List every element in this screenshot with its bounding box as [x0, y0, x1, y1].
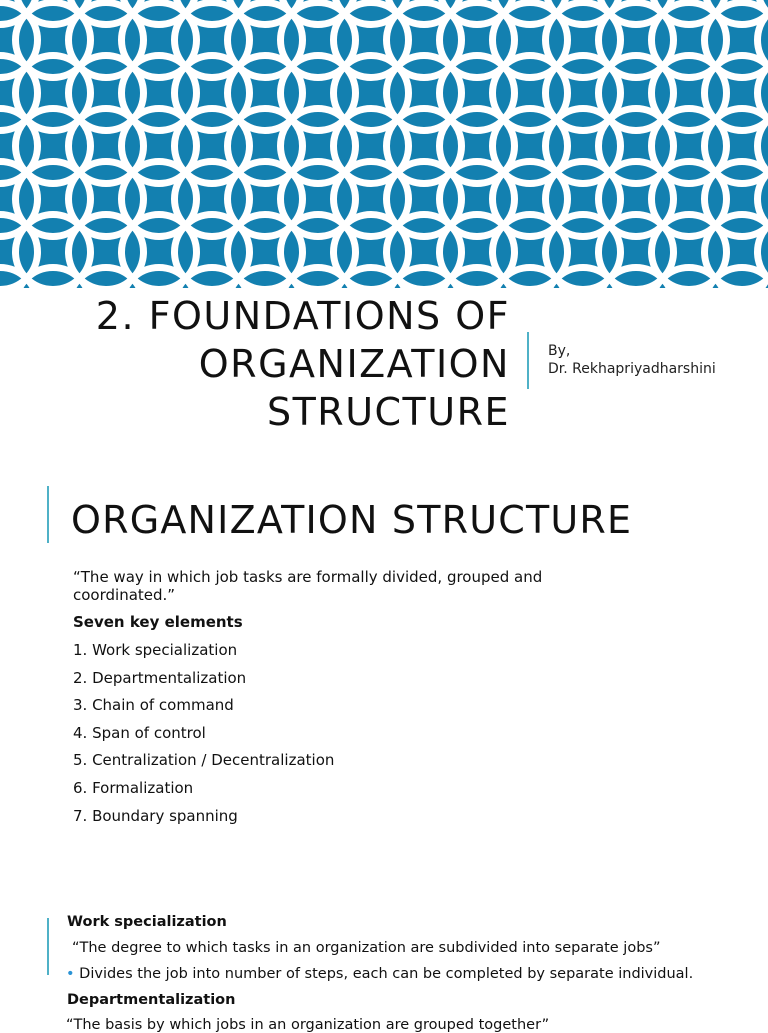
definition-quote: “The way in which job tasks are formally divided, grouped and coordinated.” [73, 568, 633, 604]
author-byline [548, 342, 716, 378]
list-item: 5. Centralization / Decentralization [73, 750, 334, 778]
departmentalization-definition: “The basis by which jobs in an organization are grouped together” [66, 1017, 549, 1033]
list-item: 7. Boundary spanning [73, 806, 334, 834]
work-specialization-definition: “The degree to which tasks in an organization are subdivided into separate jobs” [72, 940, 660, 956]
bullet-point [66, 966, 693, 982]
author-name: Dr. Rekhapriyadharshini [548, 360, 716, 378]
title-line: ORGANIZATION [40, 340, 510, 388]
section-accent-bar [47, 486, 49, 543]
title-divider [527, 332, 529, 389]
bullet-icon: • [66, 966, 75, 982]
list-item: 6. Formalization [73, 778, 334, 806]
decorative-pattern-banner [0, 0, 768, 288]
work-specialization-heading: Work specialization [67, 914, 227, 930]
list-item: 3. Chain of command [73, 695, 334, 723]
list-item: 1. Work specialization [73, 640, 334, 668]
section-accent-bar [47, 918, 49, 975]
title-line: STRUCTURE [40, 388, 510, 436]
title-line: 2. FOUNDATIONS OF [40, 292, 510, 340]
byline-prefix: By, [548, 342, 716, 360]
pattern-ring [758, 374, 768, 449]
presentation-title [40, 292, 510, 436]
section-title: ORGANIZATION STRUCTURE [71, 496, 632, 544]
elements-heading: Seven key elements [73, 613, 243, 631]
bullet-text: Divides the job into number of steps, each can be completed by separate individual. [79, 966, 693, 982]
departmentalization-heading: Departmentalization [67, 992, 235, 1008]
list-item: 4. Span of control [73, 723, 334, 751]
key-elements-list [73, 640, 334, 833]
circle-lattice-pattern [0, 0, 768, 288]
list-item: 2. Departmentalization [73, 668, 334, 696]
